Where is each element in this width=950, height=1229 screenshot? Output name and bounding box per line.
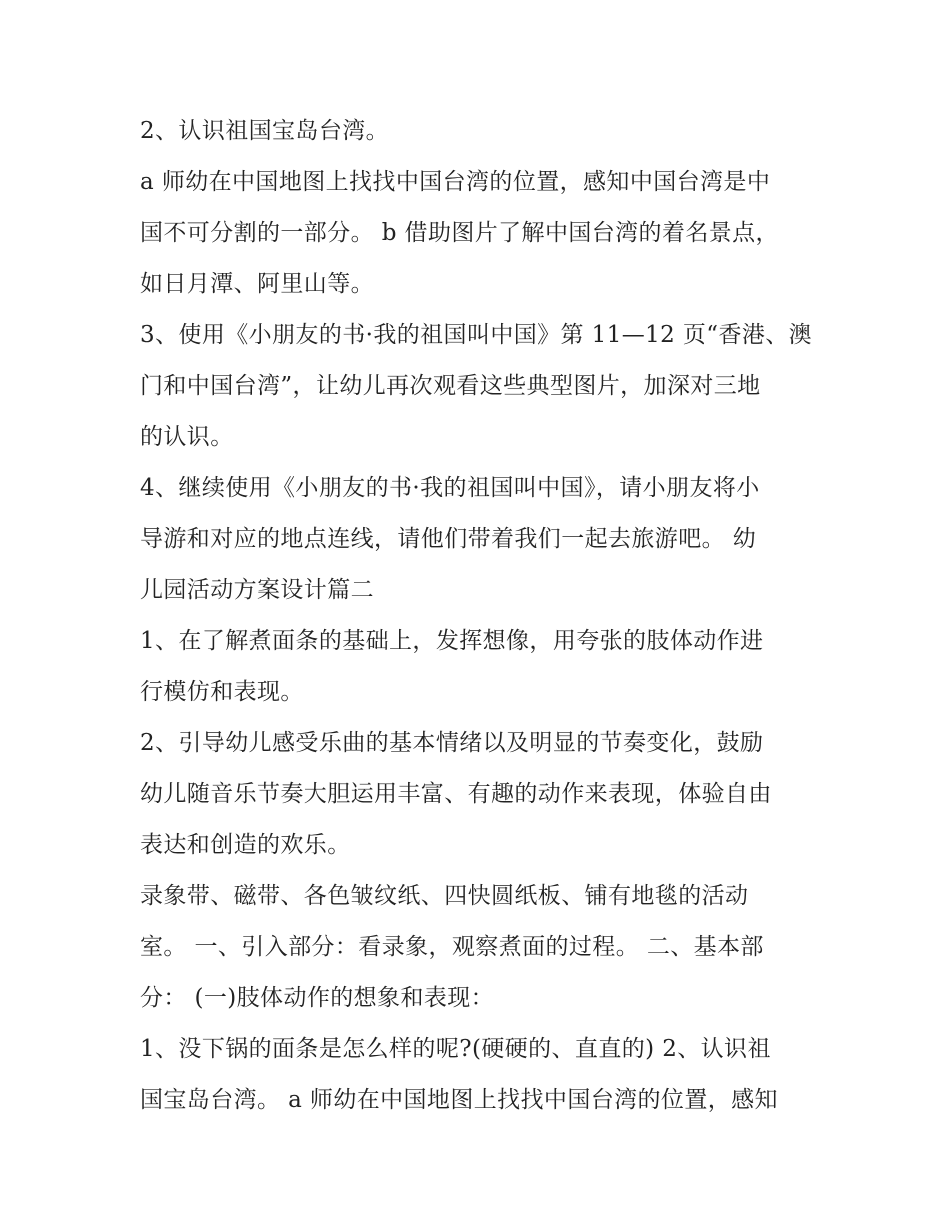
text-line: a 师幼在中国地图上找找中国台湾的位置，感知中国台湾是中 (140, 169, 771, 195)
text-line: 表达和创造的欢乐。 (140, 832, 351, 858)
text-line: 行模仿和表现。 (140, 679, 304, 705)
text-line: 1、在了解煮面条的基础上，发挥想像，用夸张的肢体动作进 (140, 628, 764, 654)
text-line: 导游和对应的地点连线，请他们带着我们一起去旅游吧。 幼 (140, 526, 757, 552)
text-line: 1、没下锅的面条是怎么样的呢?(硬硬的、直直的) 2、认识祖 (140, 1036, 771, 1062)
text-line: 录象带、磁带、各色皱纹纸、四快圆纸板、铺有地毯的活动 (140, 883, 749, 909)
text-line: 室。 一、引入部分：看录象，观察煮面的过程。 二、基本部 (140, 934, 764, 960)
text-line: 的认识。 (140, 424, 234, 450)
text-line: 幼儿随音乐节奏大胆运用丰富、有趣的动作来表现，体验自由 (140, 781, 772, 807)
text-line: 2、认识祖国宝岛台湾。 (140, 118, 390, 144)
text-line: 儿园活动方案设计篇二 (140, 577, 374, 603)
text-line: 3、使用《小朋友的书·我的祖国叫中国》第 11—12 页“香港、澳 (140, 322, 813, 348)
text-line: 国宝岛台湾。 a 师幼在中国地图上找找中国台湾的位置，感知 (140, 1087, 778, 1113)
text-line: 国不可分割的一部分。 b 借助图片了解中国台湾的着名景点， (140, 220, 779, 246)
text-line: 门和中国台湾”，让幼儿再次观看这些典型图片，加深对三地 (140, 373, 761, 399)
text-line: 2、引导幼儿感受乐曲的基本情绪以及明显的节奏变化，鼓励 (140, 730, 764, 756)
document-body (140, 111, 820, 1131)
text-line: 如日月潭、阿里山等。 (140, 271, 374, 297)
text-line: 4、继续使用《小朋友的书·我的祖国叫中国》，请小朋友将小 (140, 475, 760, 501)
text-line: 分： (一)肢体动作的想象和表现： (140, 985, 495, 1011)
